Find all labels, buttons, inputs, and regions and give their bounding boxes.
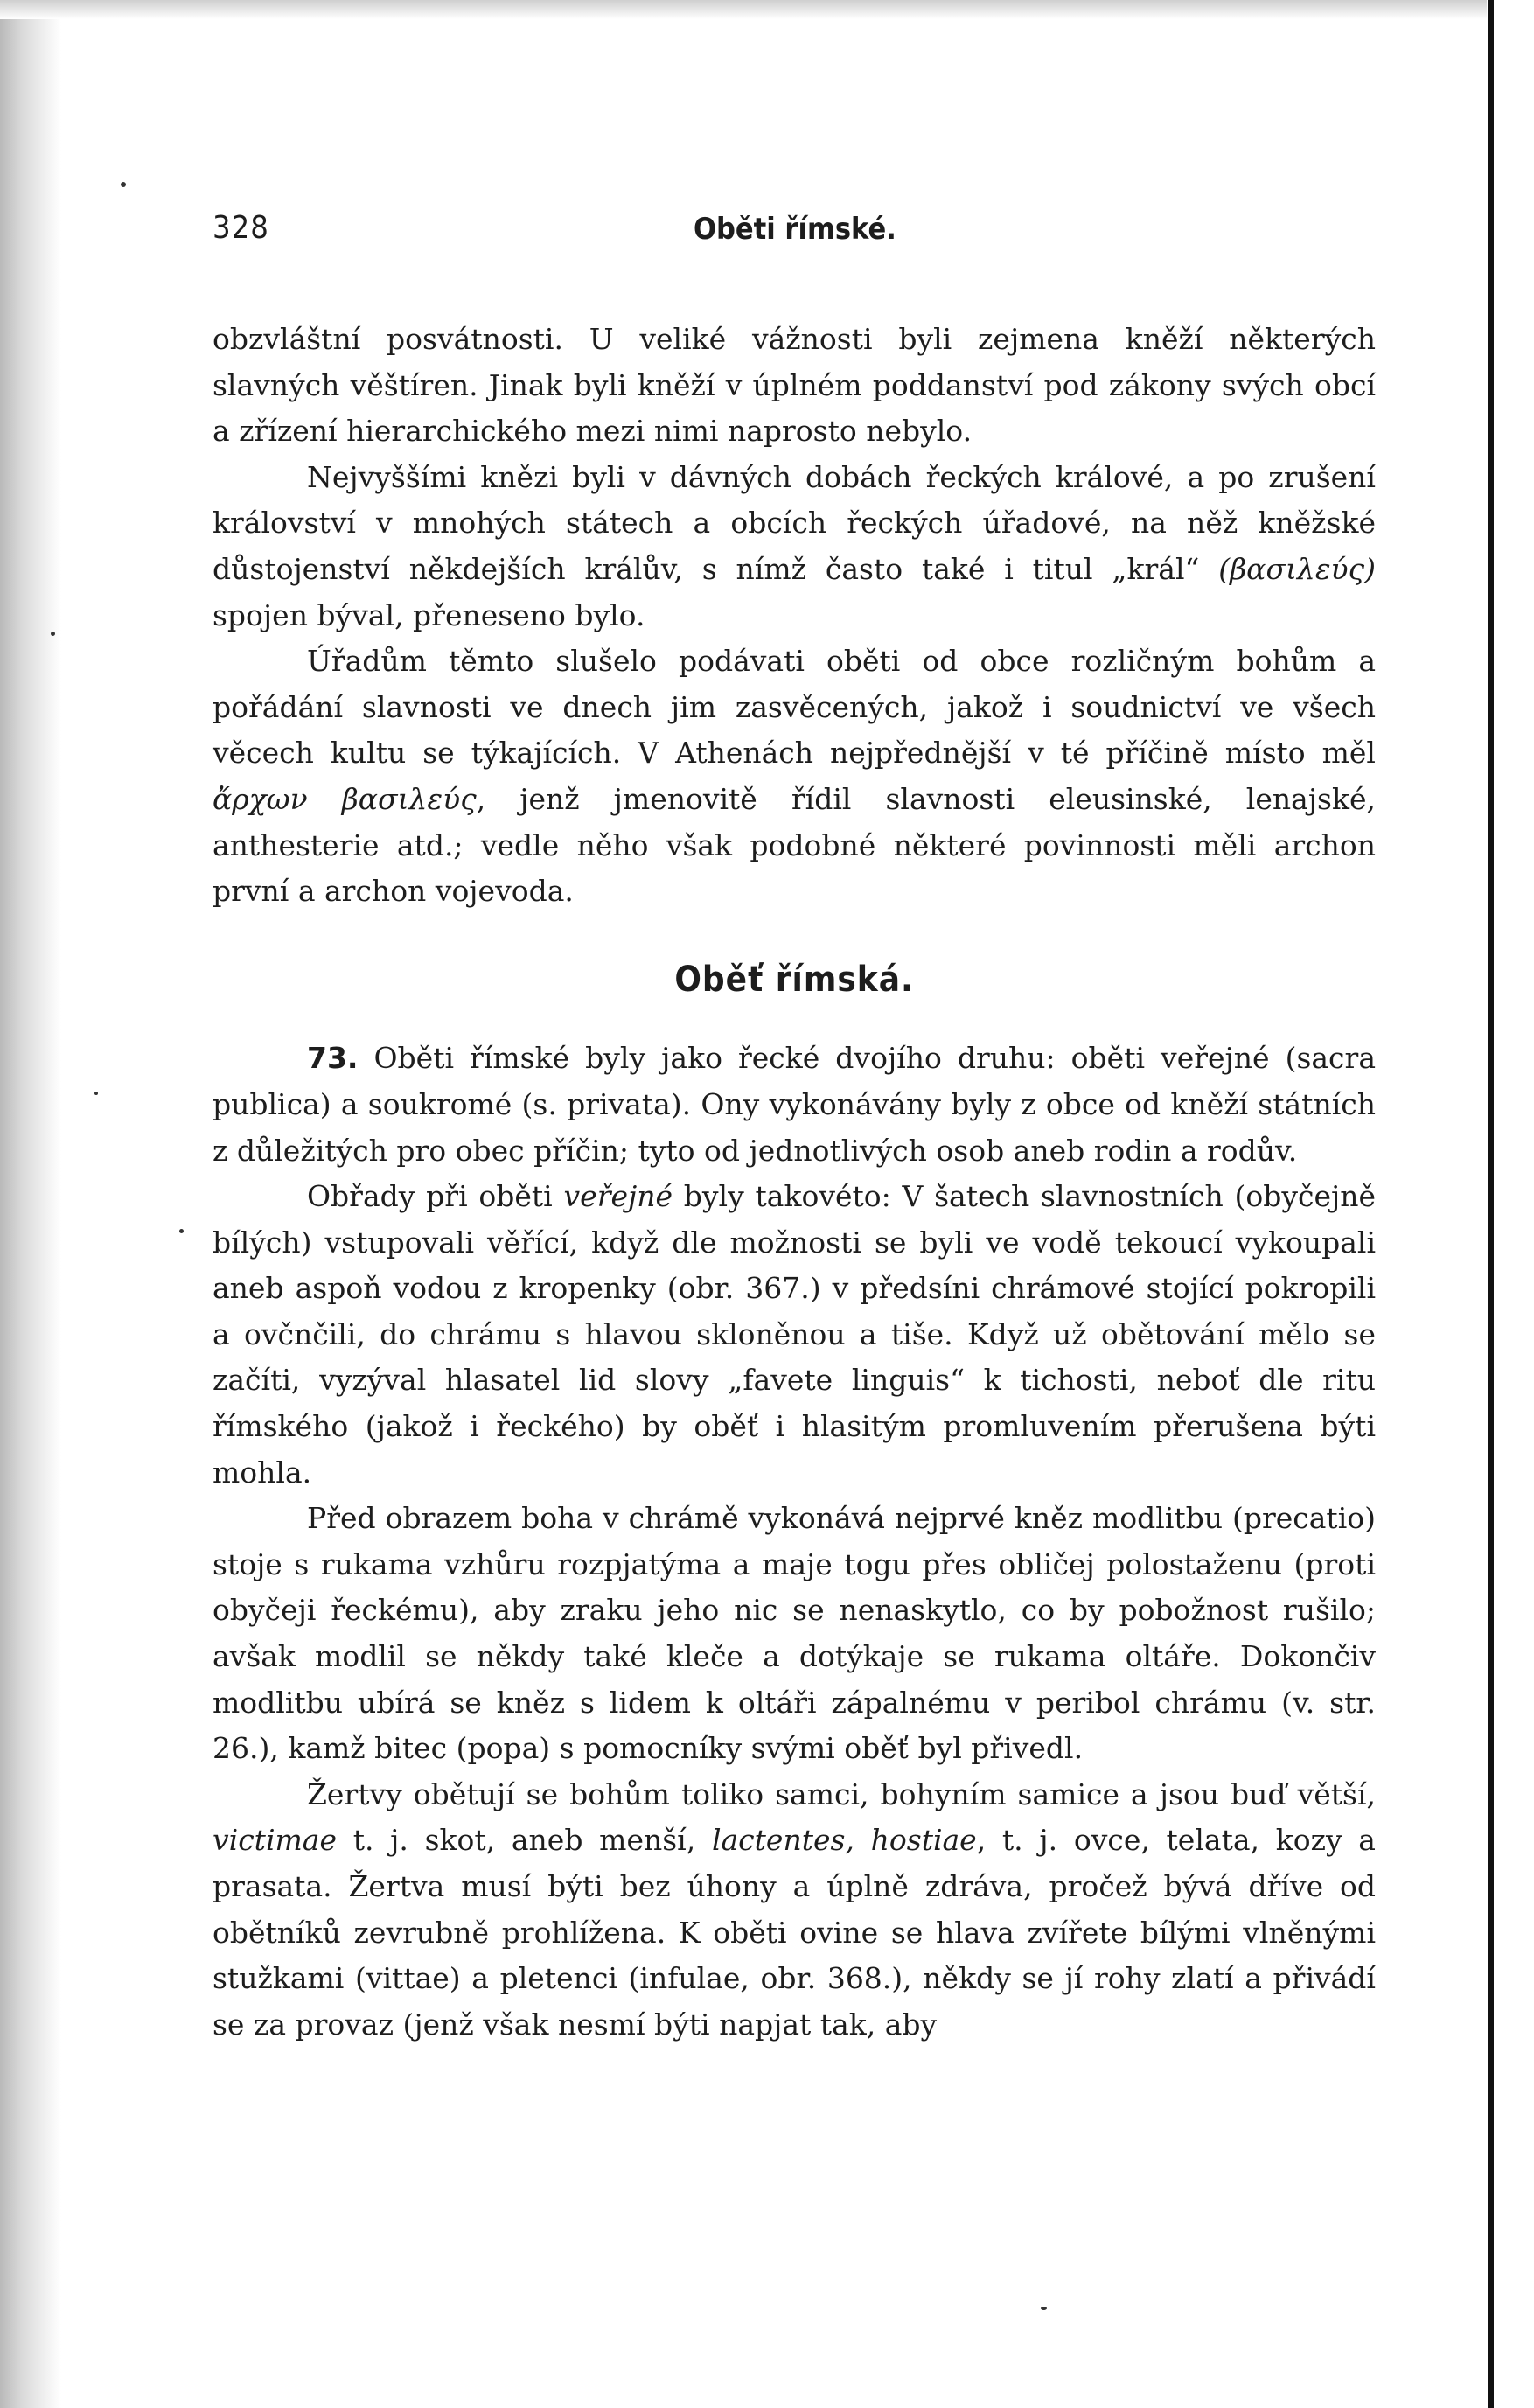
paragraph-3-text-a: Úřadům těmto slušelo podávati oběti od obce rozličným bohům a pořádání slavnosti ve dnech jim zasvěcených, jakož i soudnictví ve všech věcech kultu se týkajících. V Athenách nejpřednější v té příčině místo měl — [213, 644, 1376, 771]
paragraph-5 — [213, 1174, 1376, 1496]
scan-speck — [179, 1229, 184, 1233]
greek-term-basileus: (βασιλεύς) — [1218, 551, 1376, 586]
paragraph-7-text-c: , t. j. ovce, telata, kozy a prasata. Žertva musí býti bez úhony a úplně zdráva, pročež bývá dříve od obětníků zevrubně prohlížena. K oběti ovine se hlava zvířete bílými vlněnými stužkami (vittae) a pletenci (infulae, obr. 368.), někdy se jí rohy zlatí a přivádí se za provaz (jenž však nesmí býti napjat tak, aby — [213, 1823, 1376, 2042]
paragraph-2-text-b: spojen býval, přeneseno bylo. — [213, 597, 645, 632]
page-header — [213, 210, 1376, 262]
page-number: 328 — [213, 210, 269, 246]
scan-speck — [51, 632, 55, 636]
running-title: Oběti římské. — [694, 212, 896, 247]
paragraph-4-text: Oběti římské byly jako řecké dvojího druhu: oběti veřejné (sacra publica) a soukromé (s. privata). Ony vykonávány byly z obce od kněží státních z důležitých pro obec příčin; tyto od jednotlivých osob aneb rodin a rodův. — [213, 1041, 1376, 1168]
greek-term-archon-basileus: ἄρχων βασιλεύς — [213, 781, 477, 816]
paragraph-2 — [213, 455, 1376, 639]
paragraph-7-text-b: t. j. skot, aneb menší, — [337, 1823, 712, 1858]
paragraph-1: obzvláštní posvátnosti. U veliké vážnosti byli zejmena kněží některých slavných věštíren. Jinak byli kněží v úplném poddanství pod zákony svých obcí a zřízení hierarchického mezi nimi naprosto nebylo. — [213, 322, 1376, 449]
scan-shadow-left — [0, 0, 61, 2408]
scan-speck — [121, 182, 126, 187]
section-number: 73. — [307, 1041, 359, 1076]
paragraph-2-text-a: Nejvyššími knězi byli v dávných dobách řeckých králové, a po zrušení království v mnohých státech a obcích řeckých úřadové, na něž kněžské důstojenství někdejších králův, s nímž často také i titul „král“ — [213, 459, 1376, 586]
paragraph-5-text-a: Obřady při oběti — [307, 1179, 564, 1214]
paragraph-4 — [213, 1036, 1376, 1174]
italic-term-verejne: veřejné — [563, 1179, 673, 1214]
italic-term-lactentes-hostiae: lactentes, hostiae — [711, 1823, 977, 1858]
paragraph-7 — [213, 1772, 1376, 2049]
paragraph-3 — [213, 639, 1376, 915]
paragraph-5-text-b: byly takovéto: V šatech slavnostních (obyčejně bílých) vstupovali věřící, když dle možnosti se byli ve vodě tekoucí vykoupali aneb aspoň vodou z kropenky (obr. 367.) v předsíni chrámové stojící pokropili a ovčnčili, do chrámu s hlavou skloněnou a tiše. Když už obětování mělo se začíti, vyzýval hlasatel lid slovy „favete linguis“ k tichosti, neboť dle ritu římského (jakož i řeckého) by oběť i hlasitým promluvením přerušena býti mohla. — [213, 1179, 1377, 1490]
scan-speck — [1041, 2307, 1047, 2310]
paragraph-3-text-b: , jenž jmenovitě řídil slavnosti eleusinské, lenajské, anthesterie atd.; vedle něho však podobné některé povinnosti měli archon první a archon vojevoda. — [213, 781, 1376, 909]
section-heading: Oběť římská. — [674, 959, 914, 1000]
scan-shadow-top — [0, 0, 1487, 19]
body-text — [213, 317, 1376, 2048]
paragraph-7-text-a: Žertvy obětují se bohům toliko samci, bohyním samice a jsou buď větší, — [307, 1776, 1376, 1811]
paragraph-6: Před obrazem boha v chrámě vykonává nejprvé kněz modlitbu (precatio) stoje s rukama vzhůru rozpjatýma a maje togu přes obličej polostaženu (proti obyčeji řeckému), aby zraku jeho nic se nenaskytlo, co by pobožnost rušilo; avšak modlil se někdy také kleče a dotýkaje se rukama oltáře. Dokončiv modlitbu ubírá se kněz s lidem k oltáři zápalnému v peribol chrámu (v. str. 26.), kamž bitec (popa) s pomocníky svými oběť byl přivedl. — [213, 1501, 1376, 1766]
scan-border-right — [1488, 0, 1534, 2408]
scan-speck — [94, 1092, 98, 1095]
book-page — [213, 210, 1376, 2048]
italic-term-victimae: victimae — [213, 1823, 337, 1858]
